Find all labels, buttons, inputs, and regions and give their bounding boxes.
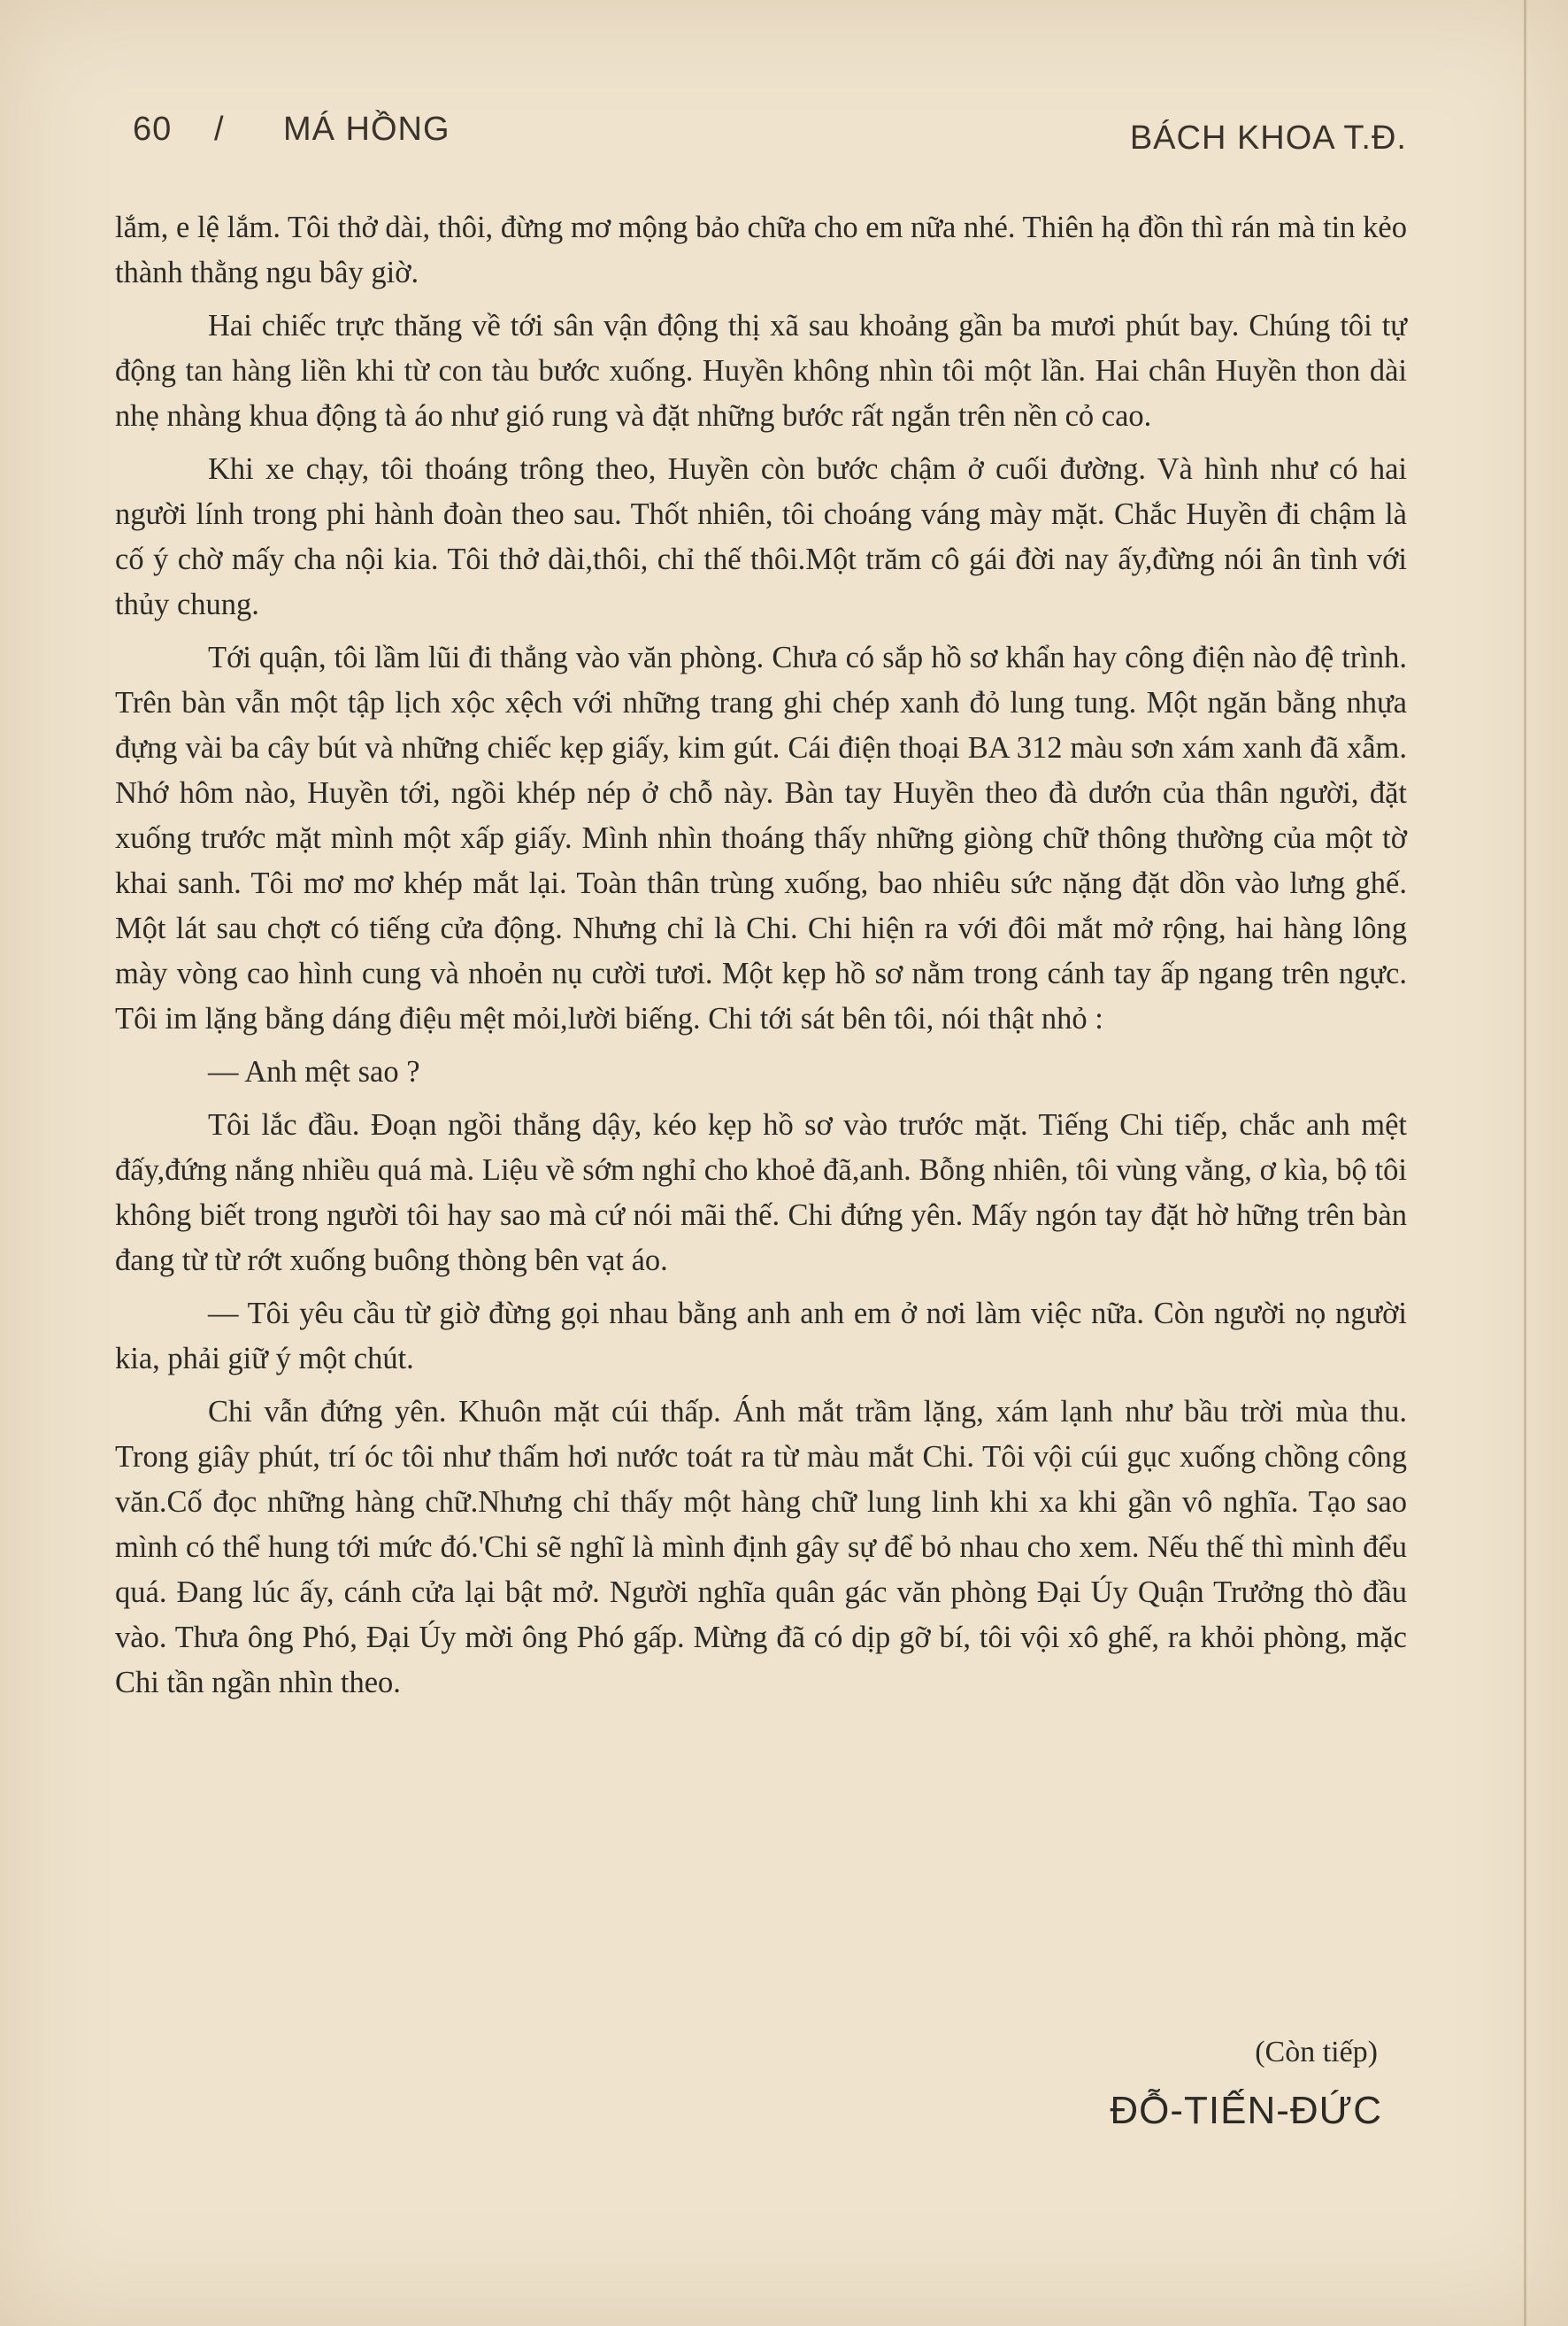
page-number: 60 — [133, 111, 173, 148]
page-header — [133, 111, 1407, 164]
paragraph: Hai chiếc trực thăng về tới sân vận động thị xã sau khoảng gần ba mươi phút bay. Chúng tôi tự động tan hàng liền khi từ con tàu bước xuống. Huyền không nhìn tôi một lần. Hai chân Huyền thon dài nhẹ nhàng khua động tà áo như gió rung và đặt những bước rất ngắn trên nền cỏ cao. — [115, 309, 1407, 433]
continued-note: (Còn tiếp) — [1255, 2036, 1378, 2068]
paragraph: Chi vẫn đứng yên. Khuôn mặt cúi thấp. Ánh mắt trầm lặng, xám lạnh như bầu trời mùa thu. Trong giây phút, trí óc tôi như thấm hơi nước toát ra từ màu mắt Chi. Tôi vội cúi gục xuống chồng công văn.Cố đọc những hàng chữ.Nhưng chỉ thấy một hàng chữ lung linh khi xa khi gần vô nghĩa. Tạo sao mình có thể hung tới mức đó.'Chi sẽ nghĩ là mình định gây sự để bỏ nhau cho xem. Nếu thế thì mình đểu quá. Đang lúc ấy, cánh cửa lại bật mở. Người nghĩa quân gác văn phòng Đại Úy Quận Trưởng thò đầu vào. Thưa ông Phó, Đại Úy mời ông Phó gấp. Mừng đã có dịp gỡ bí, tôi vội xô ghế, ra khỏi phòng, mặc Chi tần ngần nhìn theo. — [115, 1395, 1407, 1699]
paragraph: Khi xe chạy, tôi thoáng trông theo, Huyền còn bước chậm ở cuối đường. Và hình như có hai người lính trong phi hành đoàn theo sau. Thốt nhiên, tôi choáng váng mày mặt. Chắc Huyền đi chậm là cố ý chờ mấy cha nội kia. Tôi thở dài,thôi, chỉ thế thôi.Một trăm cô gái đời nay ấy,đừng nói ân tình với thủy chung. — [115, 452, 1407, 621]
paragraph: Tôi lắc đầu. Đoạn ngồi thẳng dậy, kéo kẹp hồ sơ vào trước mặt. Tiếng Chi tiếp, chắc anh mệt đấy,đứng nắng nhiều quá mà. Liệu về sớm nghỉ cho khoẻ đã,anh. Bỗng nhiên, tôi vùng vằng, ơ kìa, bộ tôi không biết trong người tôi hay sao mà cứ nói mãi thế. Chi đứng yên. Mấy ngón tay đặt hờ hững trên bàn đang từ từ rớt xuống buông thòng bên vạt áo. — [115, 1108, 1407, 1277]
paragraph: Tới quận, tôi lầm lũi đi thẳng vào văn phòng. Chưa có sắp hồ sơ khẩn hay công điện nào đệ trình. Trên bàn vẫn một tập lịch xộc xệch với những trang ghi chép xanh đỏ lung tung. Một ngăn bằng nhựa đựng vài ba cây bút và những chiếc kẹp giấy, kim gút. Cái điện thoại BA 312 màu sơn xám xanh đã xẫm. Nhớ hôm nào, Huyền tới, ngồi khép nép ở chỗ này. Bàn tay Huyền theo đà dướn của thân người, đặt xuống trước mặt mình một xấp giấy. Mình nhìn thoáng thấy những giòng chữ thông thường của một tờ khai sanh. Tôi mơ mơ khép mắt lại. Toàn thân trùng xuống, bao nhiêu sức nặng đặt dồn vào lưng ghế. Một lát sau chợt có tiếng cửa động. Nhưng chỉ là Chi. Chi hiện ra với đôi mắt mở rộng, hai hàng lông mày vòng cao hình cung và nhoẻn nụ cười tươi. Một kẹp hồ sơ nằm trong cánh tay ấp ngang trên ngực. Tôi im lặng bằng dáng điệu mệt mỏi,lười biếng. Chi tới sát bên tôi, nói thật nhỏ : — [115, 641, 1407, 1036]
magazine-name: BÁCH KHOA T.Đ. — [1129, 119, 1407, 157]
page-edge-line — [1524, 0, 1526, 2326]
paragraph: lắm, e lệ lắm. Tôi thở dài, thôi, đừng mơ mộng bảo chữa cho em nữa nhé. Thiên hạ đồn thì rán mà tin kẻo thành thằng ngu bây giờ. — [115, 211, 1407, 289]
article-body — [115, 205, 1407, 1714]
section-title: MÁ HỒNG — [283, 111, 450, 148]
dialogue-line: — Tôi yêu cầu từ giờ đừng gọi nhau bằng anh anh em ở nơi làm việc nữa. Còn người nọ người kia, phải giữ ý một chút. — [115, 1297, 1407, 1375]
author-name: ĐỖ-TIẾN-ĐỨC — [1110, 2089, 1382, 2132]
header-separator: / — [214, 111, 225, 148]
dialogue-line: — Anh mệt sao ? — [208, 1055, 420, 1089]
